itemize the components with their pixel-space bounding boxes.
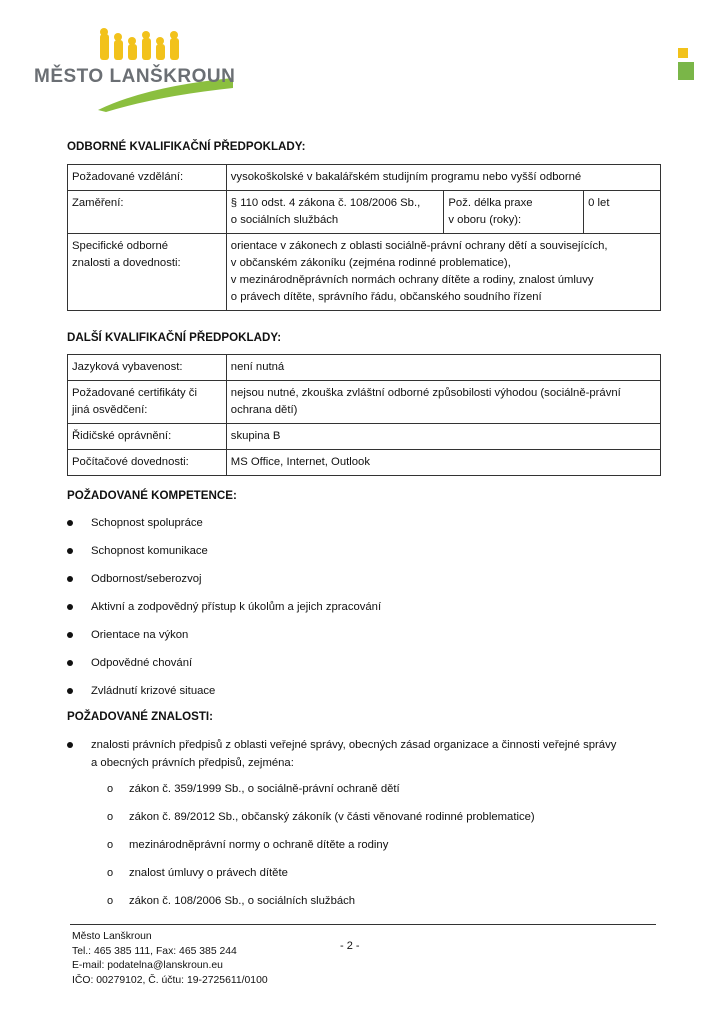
footer-ico: IČO: 00279102, Č. účtu: 19-2725611/0100 xyxy=(72,974,268,986)
value-jazyk: není nutná xyxy=(226,355,660,381)
page-header xyxy=(28,26,698,116)
label-ridic: Řidičské oprávnění: xyxy=(68,424,227,450)
logo-text: MĚSTO LANŠKROUN xyxy=(34,66,236,87)
bullet-icon xyxy=(67,742,73,748)
list-item-text: Schopnost spolupráce xyxy=(91,517,203,529)
footer-email: E-mail: podatelna@lanskroun.eu xyxy=(72,960,223,971)
sublist-item xyxy=(67,864,661,892)
footer-org-name: Město Lanškroun xyxy=(72,931,152,942)
label-vzdelani: Požadované vzdělání: xyxy=(68,165,227,191)
bullet-icon xyxy=(67,548,73,554)
table-row xyxy=(68,165,661,191)
value-specificke xyxy=(226,234,660,311)
list-item xyxy=(67,627,381,655)
list-item xyxy=(67,515,381,543)
bullet-icon xyxy=(67,520,73,526)
value-certifikaty-line: ochrana dětí) xyxy=(230,404,298,416)
value-zamereni xyxy=(226,191,444,234)
section-title-kompetence: POŽADOVANÉ KOMPETENCE: xyxy=(67,489,237,502)
value-pc: MS Office, Internet, Outlook xyxy=(226,450,660,476)
list-item-text: a obecných právních předpisů, zejména: xyxy=(91,757,294,769)
znalosti-sublist xyxy=(67,780,661,920)
bullet-icon xyxy=(67,660,73,666)
list-item-text: Schopnost komunikace xyxy=(91,545,208,557)
corner-logo-mark xyxy=(678,48,698,108)
znalosti-list xyxy=(67,736,661,920)
list-item-text: znalosti právních předpisů z oblasti veřejné správy, obecných zásad organizace a činnosti veřejné správy xyxy=(91,739,617,751)
value-certifikaty-line: nejsou nutné, zkouška zvláštní odborné způsobilosti výhodou (sociálně-právní xyxy=(230,387,621,399)
list-item xyxy=(67,599,381,627)
circle-bullet-icon: o xyxy=(107,867,114,879)
bullet-icon xyxy=(67,688,73,694)
value-specificke-line: v občanském zákoníku (zejména rodinné problematice), xyxy=(230,257,511,269)
value-praxe: 0 let xyxy=(584,191,661,234)
sublist-item xyxy=(67,836,661,864)
label-specificke xyxy=(68,234,227,311)
label-certifikaty xyxy=(68,381,227,424)
list-item-text: Orientace na výkon xyxy=(91,629,189,641)
list-item-text: Odbornost/seberozvoj xyxy=(91,573,202,585)
list-item-text: Odpovědné chování xyxy=(91,657,193,669)
circle-bullet-icon: o xyxy=(107,783,114,795)
label-pc: Počítačové dovednosti: xyxy=(68,450,227,476)
sublist-item-text: zákon č. 108/2006 Sb., o sociálních službách xyxy=(129,895,356,907)
table-odborne xyxy=(67,164,661,311)
list-item-text: Aktivní a zodpovědný přístup k úkolům a jejich zpracování xyxy=(91,601,382,613)
sublist-item xyxy=(67,808,661,836)
section-title-dalsi: DALŠÍ KVALIFIKAČNÍ PŘEDPOKLADY: xyxy=(67,331,282,344)
bullet-icon xyxy=(67,576,73,582)
label-jazyk: Jazyková vybavenost: xyxy=(68,355,227,381)
label-praxe-line: v oboru (roky): xyxy=(448,214,522,226)
footer-phone: Tel.: 465 385 111, Fax: 465 385 244 xyxy=(72,945,237,957)
circle-bullet-icon: o xyxy=(107,811,114,823)
section-title-znalosti: POŽADOVANÉ ZNALOSTI: xyxy=(67,710,213,723)
table-row xyxy=(68,424,661,450)
label-specificke-line: znalosti a dovednosti: xyxy=(72,257,181,269)
page-number: - 2 - xyxy=(340,940,360,952)
table-row xyxy=(68,191,661,234)
sublist-item xyxy=(67,892,661,920)
label-certifikaty-line: Požadované certifikáty či xyxy=(72,387,197,399)
table-row xyxy=(68,355,661,381)
table-dalsi xyxy=(67,354,661,476)
section-title-odborne: ODBORNÉ KVALIFIKAČNÍ PŘEDPOKLADY: xyxy=(67,140,306,153)
value-specificke-line: v mezinárodněprávních normách ochrany dítěte a rodiny, znalost úmluvy xyxy=(230,274,594,286)
sublist-item xyxy=(67,780,661,808)
value-specificke-line: o právech dítěte, správního řádu, občanského soudního řízení xyxy=(230,291,542,303)
label-zamereni: Zaměření: xyxy=(68,191,227,234)
list-item xyxy=(67,571,381,599)
circle-bullet-icon: o xyxy=(107,839,114,851)
value-zamereni-line: o sociálních službách xyxy=(230,214,339,226)
value-vzdelani: vysokoškolské v bakalářském studijním programu nebo vyšší odborné xyxy=(226,165,660,191)
value-zamereni-line: § 110 odst. 4 zákona č. 108/2006 Sb., xyxy=(230,197,421,209)
list-item-text: Zvládnutí krizové situace xyxy=(91,685,216,697)
list-item xyxy=(67,655,381,683)
sublist-item-text: znalost úmluvy o právech dítěte xyxy=(129,867,288,879)
value-specificke-line: orientace v zákonech z oblasti sociálně-právní ochrany dětí a souvisejících, xyxy=(230,240,608,252)
table-row xyxy=(68,234,661,311)
table-row xyxy=(68,450,661,476)
list-item xyxy=(67,736,661,772)
bullet-icon xyxy=(67,604,73,610)
list-item xyxy=(67,683,381,711)
bullet-icon xyxy=(67,632,73,638)
sublist-item-text: zákon č. 89/2012 Sb., občanský zákoník (v části věnované rodinné problematice) xyxy=(129,811,535,823)
sublist-item-text: zákon č. 359/1999 Sb., o sociálně-právní ochraně dětí xyxy=(129,783,400,795)
city-logo xyxy=(28,26,278,114)
label-specificke-line: Specifické odborné xyxy=(72,240,169,252)
value-certifikaty xyxy=(226,381,660,424)
label-praxe xyxy=(444,191,584,234)
label-praxe-line: Pož. délka praxe xyxy=(448,197,533,209)
list-item xyxy=(67,543,381,571)
circle-bullet-icon: o xyxy=(107,895,114,907)
kompetence-list xyxy=(67,515,381,711)
value-ridic: skupina B xyxy=(226,424,660,450)
label-certifikaty-line: jiná osvědčení: xyxy=(72,404,148,416)
sublist-item-text: mezinárodněprávní normy o ochraně dítěte a rodiny xyxy=(129,839,389,851)
page-footer xyxy=(72,930,268,988)
table-row xyxy=(68,381,661,424)
footer-divider xyxy=(70,924,656,925)
